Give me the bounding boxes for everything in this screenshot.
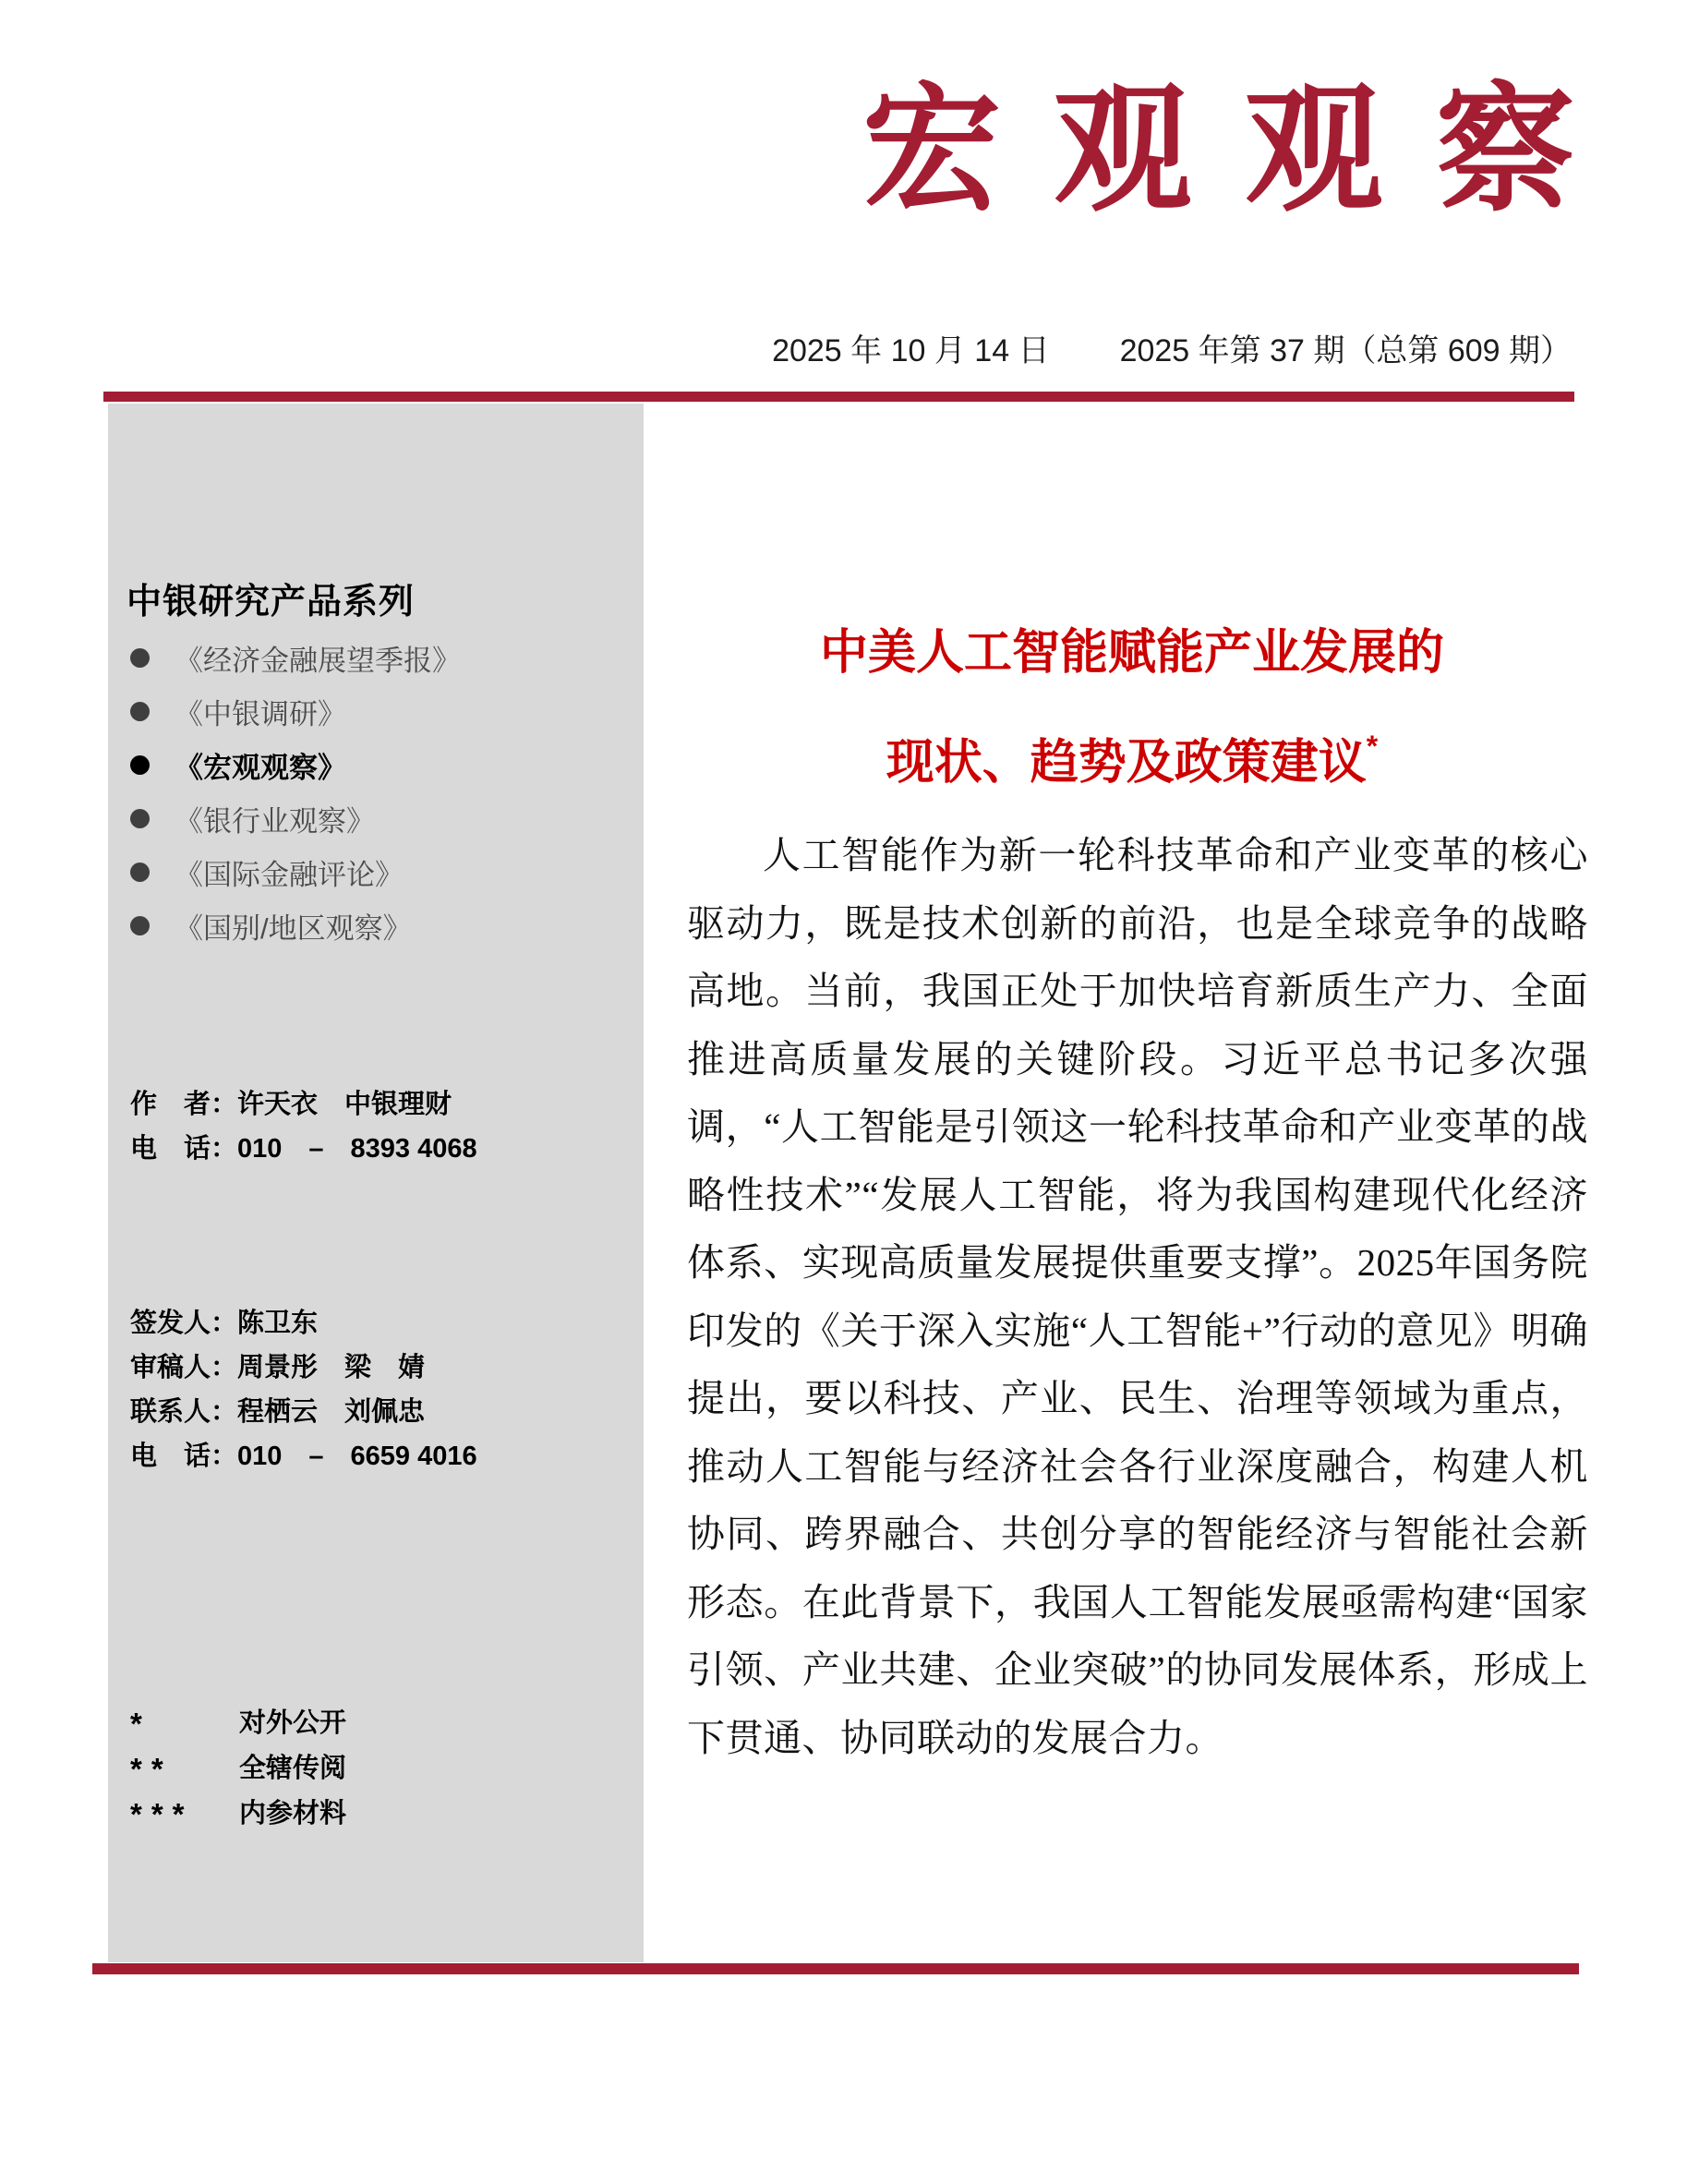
asterisk-symbol: * xyxy=(130,1707,151,1741)
dateline xyxy=(772,325,1572,370)
legend-label: 内参材料 xyxy=(239,1799,347,1828)
author-phone-line xyxy=(130,1127,477,1171)
article-title-line2 xyxy=(683,708,1581,818)
bullet-icon xyxy=(130,916,150,935)
issue-number: 2025 年第 37 期（总第 609 期） xyxy=(1119,333,1572,368)
series-item-economic-outlook xyxy=(108,631,644,684)
legend-label: 全辖传阅 xyxy=(239,1754,347,1783)
series-item-intl-finance-review xyxy=(108,845,644,899)
article-title xyxy=(683,598,1581,818)
bullet-icon xyxy=(130,648,150,668)
sidebar-heading: 中银研究产品系列 xyxy=(127,583,416,621)
approval-block xyxy=(130,1301,477,1478)
author-block xyxy=(130,1082,477,1171)
series-item-boc-survey xyxy=(108,684,644,738)
issuer-label: 签发人： xyxy=(130,1309,238,1338)
article-title-line2-text: 现状、趋势及政策建议 xyxy=(886,736,1367,790)
contact-phone-line xyxy=(130,1434,477,1478)
contact-phone-value: 010 – 6659 4016 xyxy=(237,1442,477,1471)
reviewer-line xyxy=(130,1345,477,1390)
reviewer-value: 周景彤 梁 婧 xyxy=(237,1353,426,1382)
publication-date: 2025 年 10 月 14 日 xyxy=(772,333,1050,368)
legend-row-internal-circulation xyxy=(130,1746,346,1792)
author-value: 许天衣 中银理财 xyxy=(237,1090,452,1119)
bullet-icon xyxy=(130,755,150,775)
footnote-legend xyxy=(130,1701,346,1837)
legend-label: 对外公开 xyxy=(239,1708,347,1738)
asterisk-symbol: ** xyxy=(130,1752,173,1786)
series-item-banking-observation xyxy=(108,791,644,845)
author-label: 作 者： xyxy=(130,1090,238,1119)
series-item-label: 《国际金融评论》 xyxy=(175,858,404,891)
series-item-label: 《国别/地区观察》 xyxy=(175,911,412,945)
issuer-line xyxy=(130,1301,477,1345)
legend-row-internal-reference xyxy=(130,1792,346,1837)
series-item-label: 《经济金融展望季报》 xyxy=(175,644,461,677)
author-line xyxy=(130,1082,477,1127)
contact-label: 联系人： xyxy=(130,1397,238,1427)
article-abstract-paragraph: 人工智能作为新一轮科技革命和产业变革的核心驱动力，既是技术创新的前沿，也是全球竞争的战略高地。当前，我国正处于加快培育新质生产力、全面推进高质量发展的关键阶段。习近平总书记多次强调，“人工智能是引领这一轮科技革命和产业变革的战略性技术”“发展人工智能，将为我国构建现代化经济体系、实现高质量发展提供重要支撑”。2025年国务院印发的《关于深入实施“人工智能+”行动的意见》明确提出，要以科技、产业、民生、治理等领域为重点，推动人工智能与经济社会各行业深度融合，构建人机协同、跨界融合、共创分享的智能经济与智能社会新形态。在此背景下，我国人工智能发展亟需构建“国家引领、产业共建、企业突破”的协同发展体系，形成上下贯通、协同联动的发展合力。 xyxy=(687,834,1588,1759)
product-series-list xyxy=(108,631,644,952)
reviewer-label: 审稿人： xyxy=(130,1353,238,1382)
series-item-label: 《中银调研》 xyxy=(175,697,346,730)
article-title-line1: 中美人工智能赋能产业发展的 xyxy=(819,626,1444,680)
series-item-macro-observation-current xyxy=(108,738,644,791)
contact-phone-label: 电 话： xyxy=(130,1442,238,1471)
bottom-divider-rule xyxy=(92,1963,1579,1974)
top-divider-rule xyxy=(103,392,1574,402)
asterisk-symbol: *** xyxy=(130,1797,194,1831)
phone-label: 电 话： xyxy=(130,1134,238,1164)
bullet-icon xyxy=(130,702,150,721)
series-item-country-region-observation xyxy=(108,899,644,952)
contact-value: 程栖云 刘佩忠 xyxy=(237,1397,426,1427)
series-item-label: 《银行业观察》 xyxy=(175,804,375,838)
masthead-title: 宏观观察 xyxy=(862,75,1627,228)
bullet-icon xyxy=(130,809,150,828)
series-item-label: 《宏观观察》 xyxy=(175,751,346,784)
issuer-value: 陈卫东 xyxy=(237,1309,319,1338)
title-footnote-marker: * xyxy=(1366,729,1379,763)
legend-row-public xyxy=(130,1701,346,1746)
contact-line xyxy=(130,1390,477,1434)
phone-value: 010 – 8393 4068 xyxy=(237,1134,477,1164)
sidebar xyxy=(108,404,644,1962)
bullet-icon xyxy=(130,863,150,882)
